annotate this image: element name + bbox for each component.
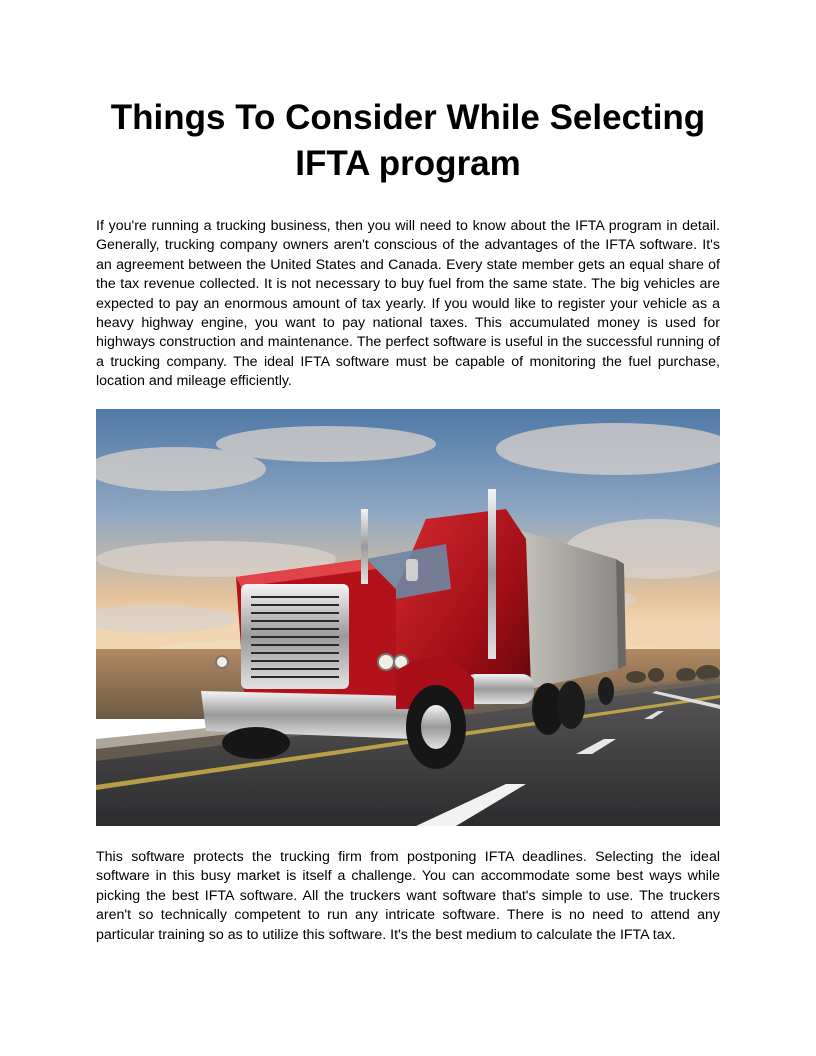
page-title: Things To Consider While Selecting IFTA program [110,98,706,183]
body-paragraph: This software protects the trucking firm from postponing IFTA deadlines. Selecting the ideal software in this busy market is itself a challenge. You can accommodate some best ways while picking the best IFTA software. All the truckers want software that's simple to use. The truckers aren't so technically competent to run any intricate software. There is no need to attend any particular training so as to utilize this software. It's the best medium to calculate the IFTA tax. [96,849,720,943]
intro-paragraph: If you're running a trucking business, then you will need to know about the IFTA program in detail. Generally, trucking company owners aren't conscious of the advantages of the IFTA software. It's an agreement between the United States and Canada. Every state member gets an equal share of the tax revenue collected. It is not necessary to buy fuel from the same state. The big vehicles are expected to pay an enormous amount of tax yearly. If you would like to register your vehicle as a heavy highway engine, you want to pay national taxes. This accumulated money is used for highways construction and maintenance. The perfect software is useful in the successful running of a trucking company. The ideal IFTA software must be capable of monitoring the fuel purchase, location and mileage efficiently. [96,218,720,390]
truck-photo [96,409,720,826]
